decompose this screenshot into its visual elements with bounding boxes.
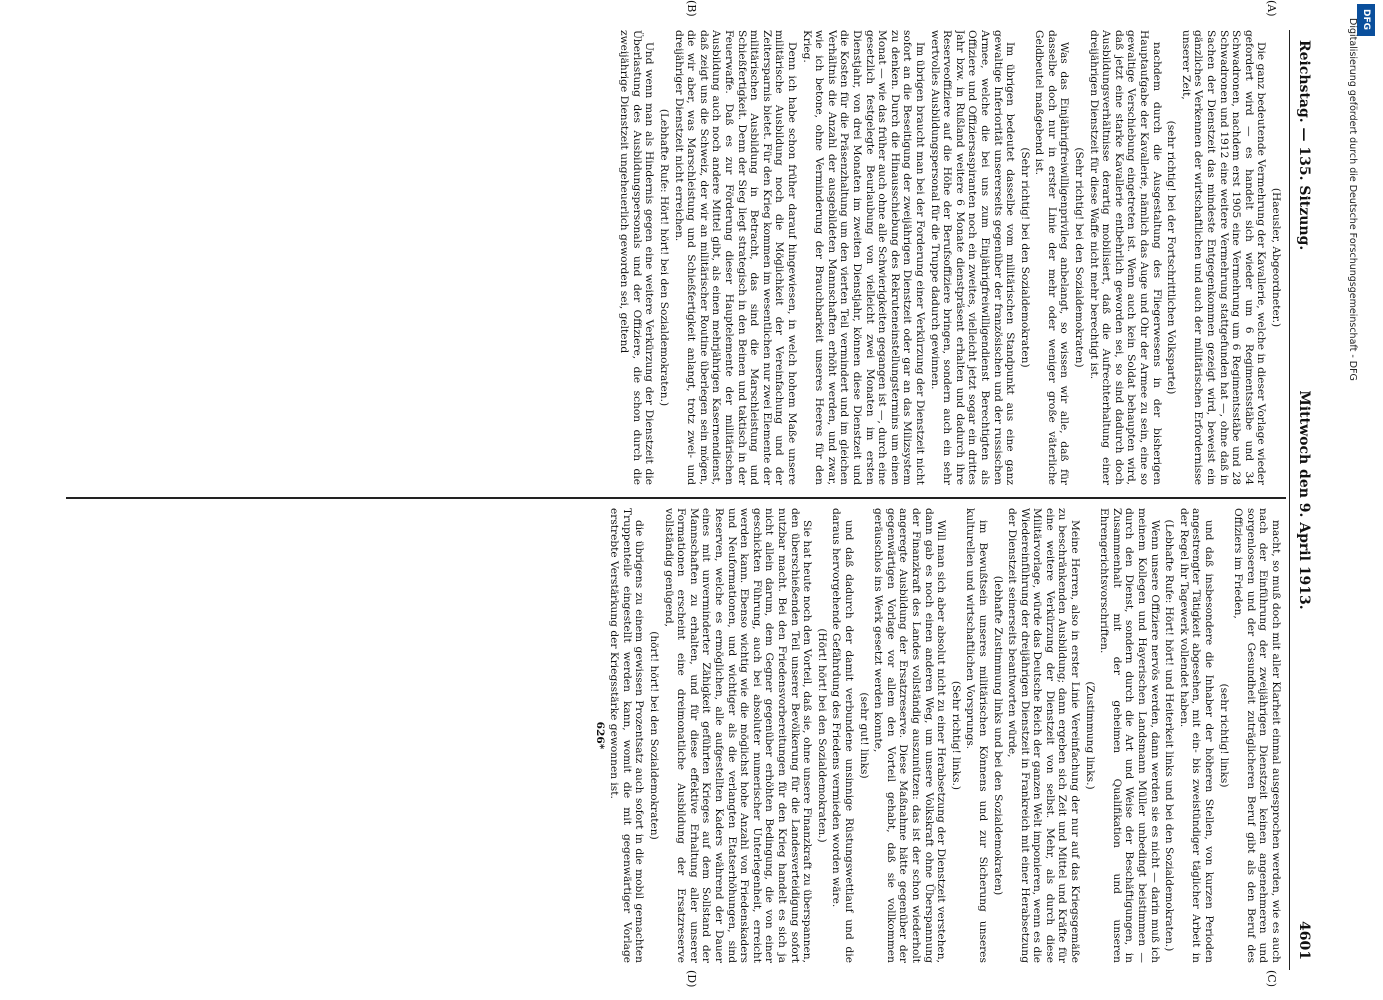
bottom-page-number: 626* <box>593 721 606 750</box>
margin-mark-a: (A) <box>1265 0 1278 17</box>
paragraph: Wenn unsere Offiziere nervös werden, dann werden sie es nicht — darin muß ich meinem Kollegen und Hayerischen Landsmann Müller unbedingt beistimmen — durch den Dienst, sondern durch die Art und Weise der Beschäftigungen, in Zusammenhalt mit der geheimen Qualifikation und unseren Ehrengerichtsvorschriften. <box>1098 508 1161 963</box>
interjection: (lebhafte Zustimmung links und bei den Sozialdemokraten) <box>991 575 1004 896</box>
rotated-page <box>58 0 1318 988</box>
paragraph: und daß dadurch der damit verbundene unsinnige Rüstungswettlauf und die daraus hervorgehende Gefährdung des Friedens vermieden worden wäre. <box>830 508 855 963</box>
interjection: (Zustimmung links.) <box>1083 681 1096 790</box>
paragraph: Sie hat heute noch den Vorteil, daß sie, ohne unsere Finanzkraft zu überspannen, den überschießenden Teil unserer Bevölkerung für die Landesverteidigung sofort nutzbar macht. Bei den Friedensvorbereitungen für den Krieg handelt es sich ja nicht allein darum, dem Gegner gegenüber erhöhten Bedingung, die von einer geschickten Führung, auch bei absoluter numerischer Unterlegenheit, erreicht werden kann. Ebenso wichtig wie die möglichst hohe Anzahl von Friedenskaders und Neuformationen, und wichtiger als die verlangten Etatserhöhungen, sind Reserven, welche es ermöglichen, alle aufgestellten Kaders während der Dauer eines mit unverminderter Zähigkeit geführten Krieges auf dem Sollstand der Mannschaften zu erhalten, und für diese effektive Erhaltung aller unserer Formationen erscheint eine dreimonatliche Ausbildung der Ersatzreserve vollständig genügend, <box>662 508 814 963</box>
interjection: (Sehr richtig! links.) <box>949 680 962 791</box>
paragraph: die übrigens zu einem gewissen Prozentsatz auch sofort in die mobil gemachten Truppenteile eingestellt werden kann, womit die mit gegenwärtiger Vorlage erstrebte Verstärkung der Kriegsstärke gewonnen ist. <box>608 508 646 963</box>
paragraph: Was das Einjährigfreiwilligenprivileg anbelangt, so wissen wir alle, daß für dasselbe doch nur in erster Linie der mehr oder weniger große väterliche Geldbeutel maßgebend ist. <box>1033 30 1071 485</box>
paragraph: Will man sich aber absolut nicht zu einer Herabsetzung der Dienstzeit verstehen, dann gab es noch einen anderen Weg, um unsere Volkskraft ohne Überspannung der Finanzkraft des Landes vollständig auszunützen: das ist der schon wiederholt angeregte Ausbildung der Ersatzreserve. Diese Maßnahme hätte gegenüber der gegenwärtigen Vorlage vor allem den Vorteil gehabt, daß sie vollkommen geräuschlos ins Werk gesetzt werden konnte, <box>872 508 948 963</box>
paragraph: im Bewußtsein unseres militärischen Könnens und zur Sicherung unseres kulturellen und wirtschaftlichen Vorsprungs. <box>964 508 989 963</box>
interjection: (Hört! hört! bei den Sozialdemokraten.) <box>815 628 828 843</box>
paragraph: Die ganz bedeutende Vermehrung der Kavallerie, welche in dieser Vorlage wieder gefordert wird — es handelt sich wieder um 6 Regimentsstäbe und 34 Schwadronen, nachdem erst 1905 eine Vermehrung um 6 Regimentsstäbe und 28 Schwadronen und 1912 eine weitere Vermehrung stattgefunden hat —, ohne daß in Sachen der Dienstzeit das mindeste Entgegenkommen gezeigt wird, beweist ein gänzliches Verkennen der wirtschaftlichen und auch der militärischen Erfordernisse unserer Zeit, <box>1179 30 1268 485</box>
paragraph: nachdem durch die Ausgestaltung des Fliegerwesens in der bisherigen Hauptaufgabe der Kavallerie, nämlich das Auge und Ohr der Armee zu sein, eine so gewaltige Verschiebung eingetreten ist. Wenn auch kein Soldat behaupten wird, daß jetzt eine starke Kavallerie entbehrlich geworden sei, so sind dadurch doch Ausbildungsverhältnisse derartig mobilisiert, daß die Aufrechterhaltung einer dreijährigen Dienstzeit für diese Waffe nicht mehr berechtigt ist. <box>1087 30 1163 485</box>
margin-mark-b: (B) <box>685 0 698 17</box>
paragraph: Im übrigen braucht man bei der Forderung einer Verkürzung der Dienstzeit nicht sofort an die Beseitigung der zweijährigen Dienstzeit oder gar an das Milizsystem zu denken. Durch die Hinausschiebung des Rekruteneinstellungstermins um einen Monat — wie das früher auch ohne alle Schwierigkeiten gegangen ist —, durch eine gesetzlich festgelegte Beurlaubung von vielleicht zwei Monaten im ersten Dienstjahr, von drei Monaten im zweiten Dienstjahr, können diese Dienstzeit und die Kosten für die Präsenzhaltung um den vierten Teil vermindert und im gleichen Verhältnis die Anzahl der ausgebildeten Mannschaften erhöht werden, und zwar, wie ich betone, ohne Verminderung der Brauchbarkeit unseres Heeres für den Krieg. <box>800 30 926 485</box>
page-number: 4601 <box>1296 921 1312 960</box>
interjection: (sehr richtig! links) <box>1217 683 1230 788</box>
column-divider <box>66 497 1286 499</box>
left-column <box>68 30 1282 485</box>
paragraph: Denn ich habe schon früher darauf hingewiesen, in welch hohem Maße unsere militärische Ausbildung noch die Möglichkeit der Vereinfachung und der Zeitersparnis bietet. Für den Krieg kommen im wesentlichen nur zwei Elemente der militärischen Ausbildung in Betracht, das sind die Marschleistung und Schießfertigkeit. Denn der Sieg liegt strategisch in den Beinen und taktisch in der Feuerwaffe. Daß es zur Förderung dieser Hauptelemente der militärischen Ausbildung auch noch andere Mittel gibt, als einen mehrjährigen Kasernendienst, daß zeigt uns die Schweiz, der wir an militärischer Routine überlegen sein mögen, die wir aber, was Marschleistung und Schießfertigkeit anlangt, trotz zwei- und dreijähriger Dienstzeit nicht erreichen. <box>672 30 799 485</box>
page-header <box>1289 30 1318 970</box>
digitization-credit: Digitalisierung gefördert durch die Deutsche Forschungsgemeinschaft - DFG <box>1347 18 1358 381</box>
margin-mark-c: (C) <box>1265 970 1278 987</box>
interjection: (Lebhafte Rufe: Hört! hört! bei den Sozialdemokraten.) <box>658 108 671 407</box>
right-column <box>68 508 1282 963</box>
interjection: (Lebhafte Rufe: Hört! hört! und Heiterkeit links und bei den Sozialdemokraten.) <box>1163 519 1176 952</box>
paragraph: Und wenn man als Hindernis gegen eine weitere Verkürzung der Dienstzeit die Überlastung des Ausbildungspersonals und der Offiziere, die schon durch die zweijährige Dienstzeit ungeheuerlich geworden sei, geltend <box>618 30 656 485</box>
interjection: (hört! hört! bei den Sozialdemokraten) <box>648 631 661 840</box>
interjection: (Sehr richtig! bei den Sozialdemokraten) <box>1018 147 1031 368</box>
speaker-label: (Haeusler, Abgeordneter.) <box>1270 187 1282 328</box>
paragraph: macht, so muß doch mit aller Klarheit einmal ausgesprochen werden, wie es auch nach der Einführung der zweijährigen Dienstzeit keinen angenehmeren und sorgenloseren und der Gesundheit zuträglicheren Beruf gibt als den Beruf des Offiziers im Frieden, <box>1232 508 1282 963</box>
interjection: (sehr gut! links) <box>857 692 870 779</box>
dfg-logo: DFG <box>1357 4 1375 36</box>
header-left: Reichstag. — 135. Sitzung. <box>1296 40 1312 251</box>
paragraph: und daß insbesondere die Inhaber der höheren Stellen, von kurzen Perioden angestrengter Tätigkeit abgesehen, mit ein- bis zweistündiger täglicher Arbeit in der Regel ihr Tagewerk vollendet haben. <box>1177 508 1216 963</box>
interjection: (sehr richtig! bei der Fortschrittlichen Volkspartei) <box>1165 120 1178 395</box>
paragraph: Im übrigen bedeutet dasselbe vom militärischen Standpunkt aus eine ganz gewaltige Inferiorität unsererseits gegenüber der französischen und der russischen Armee, welche die bei uns zum Einjährigfreiwilligendienst Berechtigten als Offiziere und Offiziersaspiranten noch ein zweites, vielleicht jetzt sogar ein drittes Jahr bzw. in Rußland weitere 6 Monate dienstpräsent erhalten und dadurch ihre Reserveoffiziere auf die Höhe der Berufsoffiziere bringen, sondern auch ein sehr wertvolles Ausbildungspersonal für die Truppe dadurch gewinnen. <box>928 30 1017 485</box>
interjection: (Sehr richtig! bei den Sozialdemokraten) <box>1073 147 1086 368</box>
paragraph: Meine Herren, also in erster Linie Vereinfachung der nur auf das Kriegsgemäße zu beschränkenden Ausbildung; dann ergeben sich Zeit und Mittel und Kräfte für eine weitere Verkürzung der Dienstzeit von selbst. Mehr, als durch diese Militärvorlage, würde das Deutsche Reich der ganzen Welt imponieren, wenn es die Wiedereinführung der dreijährigen Dienstzeit in Frankreich mit einer Herabsetzung der Dienstzeit seinerseits beantworten würde, <box>1006 508 1082 963</box>
header-center: Mittwoch den 9. April 1913. <box>1296 390 1312 610</box>
margin-mark-d: (D) <box>685 970 698 988</box>
